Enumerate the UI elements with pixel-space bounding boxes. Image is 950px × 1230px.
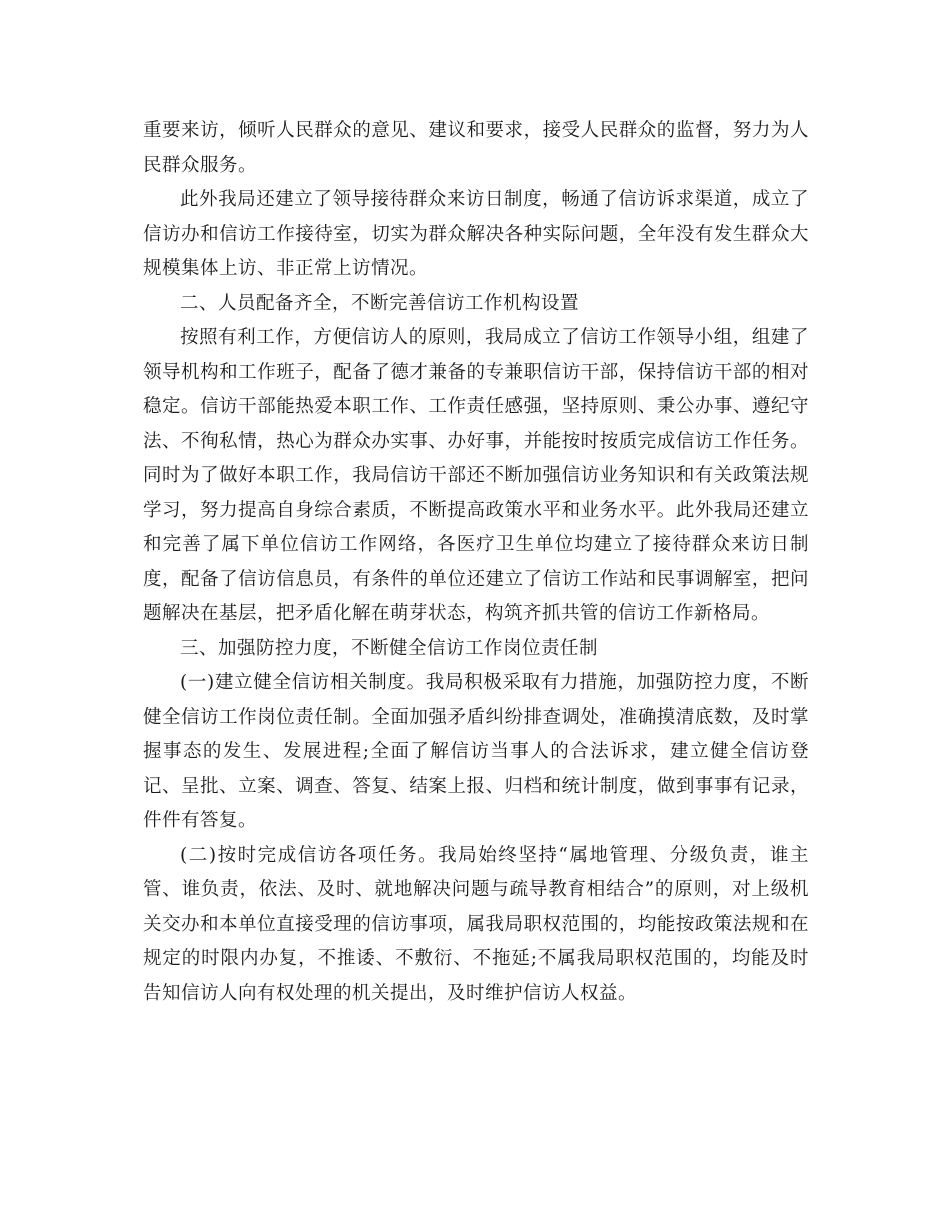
section-heading-3: 三、加强防控力度，不断健全信访工作岗位责任制 [180,637,599,659]
paragraph-continuation: 重要来访，倾听人民群众的意见、建议和要求，接受人民群众的监督，努力为人民群众服务。 [143,120,809,176]
paragraph-subsection-2: (二)按时完成信访各项任务。我局始终坚持“属地管理、分级负责，谁主管、谁负责，依法、及时、就地解决问题与疏导教育相结合”的原则，对上级机关交办和本单位直接受理的信访事项，属我局职权范围的，均能按政策法规和在规定的时限内办复，不推诿、不敷衍、不拖延;不属我局职权范围的，均能及时告知信访人向有权处理的机关提出，及时维护信访人权益。 [143,844,809,1004]
section-heading-2: 二、人员配备齐全，不断完善信访工作机构设置 [180,292,580,314]
paragraph-subsection-1: (一)建立健全信访相关制度。我局积极采取有力措施，加强防控力度，不断健全信访工作岗位责任制。全面加强矛盾纠纷排查调处，准确摸清底数，及时掌握事态的发生、发展进程;全面了解信访当事人的合法诉求，建立健全信访登记、呈批、立案、调查、答复、结案上报、归档和统计制度，做到事事有记录，件件有答复。 [143,672,809,831]
document-body [143,114,809,1011]
paragraph-reception-system: 此外我局还建立了领导接待群众来访日制度，畅通了信访诉求渠道，成立了信访办和信访工作接待室，切实为群众解决各种实际问题，全年没有发生群众大规模集体上访、非正常上访情况。 [143,189,809,279]
paragraph-staffing: 按照有利工作，方便信访人的原则，我局成立了信访工作领导小组，组建了领导机构和工作班子，配备了德才兼备的专兼职信访干部，保持信访干部的相对稳定。信访干部能热爱本职工作、工作责任感强，坚持原则、秉公办事、遵纪守法、不徇私情，热心为群众办实事、办好事，并能按时按质完成信访工作任务。同时为了做好本职工作，我局信访干部还不断加强信访业务知识和有关政策法规学习，努力提高自身综合素质，不断提高政策水平和业务水平。此外我局还建立和完善了属下单位信访工作网络，各医疗卫生单位均建立了接待群众来访日制度，配备了信访信息员，有条件的单位还建立了信访工作站和民事调解室，把问题解决在基层，把矛盾化解在萌芽状态，构筑齐抓共管的信访工作新格局。 [143,327,809,624]
